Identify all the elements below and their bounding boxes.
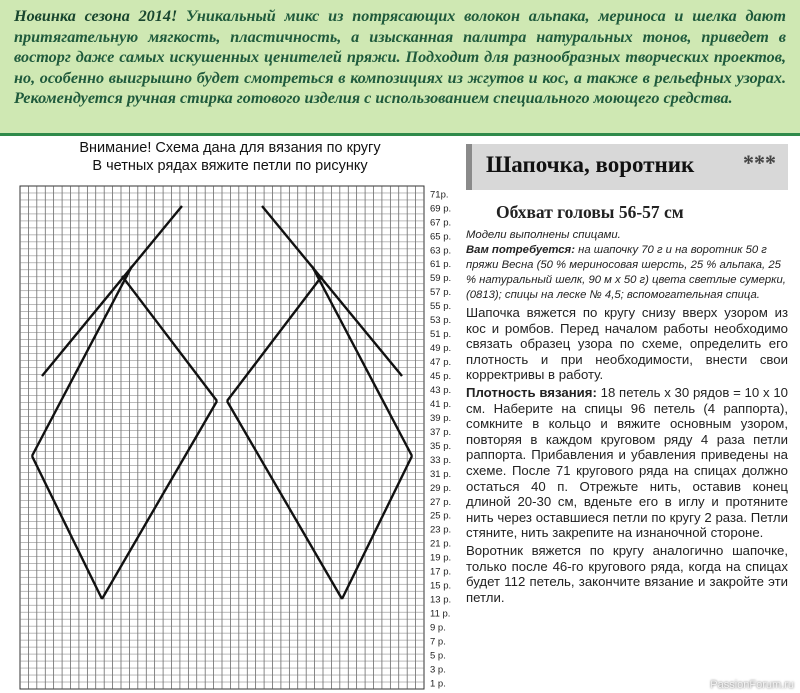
row-label: 53 р. <box>430 315 452 327</box>
paragraph-density <box>466 385 788 541</box>
row-label: 19 р. <box>430 552 452 564</box>
models-note: Модели выполнены спицами. <box>466 229 621 241</box>
row-label: 63 р. <box>430 245 452 257</box>
row-label: 13 р. <box>430 594 452 606</box>
row-label: 5 р. <box>430 650 446 662</box>
materials-text: на шапочку 70 г и на воротник 50 г пряжи Весна (50 % мериносовая шерсть, 25 % альпака, 25 % натуральный шелк, 90 м х 50 г) цвета светлые сумерки, (0813); спицы на леске № 4,5; вспомогательная спица. <box>466 244 786 301</box>
row-label: 67 р. <box>430 217 452 229</box>
density-label: Плотность вязания: <box>466 384 597 400</box>
row-label: 37 р. <box>430 426 452 438</box>
row-label: 55 р. <box>430 301 452 313</box>
row-label: 47 р. <box>430 357 452 369</box>
promo-body: Уникальный микс из потрясающих волокон альпака, мериноса и шелка дают притягательную мягкость, пластичность, а изысканная палитра натуральных тонов, приведет в восторг даже самых искушенных ценителей пряжи. Подходит для разнообразных творческих проектов, но, особенно выигрышно будет смотреться в композициях из жгутов и кос, а также в рельефных узорах. Рекомендуется ручная стирка готового изделия с использованием специального моющего средства. <box>14 7 786 108</box>
row-label: 23 р. <box>430 524 452 536</box>
row-label: 59 р. <box>430 273 452 285</box>
row-label: 11 р. <box>430 608 451 620</box>
row-label: 15 р. <box>430 580 452 592</box>
head-size: Обхват головы 56-57 см <box>496 202 684 222</box>
row-label: 71р. <box>430 189 449 201</box>
promo-lead: Новинка сезона 2014! <box>14 7 178 25</box>
row-label: 7 р. <box>430 636 446 648</box>
promo-banner <box>0 0 800 136</box>
row-label: 61 р. <box>430 259 452 271</box>
row-label: 25 р. <box>430 510 452 522</box>
row-label: 21 р. <box>430 538 452 550</box>
row-label: 17 р. <box>430 566 452 578</box>
row-label: 43 р. <box>430 384 452 396</box>
row-label: 39 р. <box>430 412 452 424</box>
watermark: PassionForum.ru <box>710 679 794 691</box>
article-title-box <box>466 144 788 190</box>
row-label: 29 р. <box>430 482 452 494</box>
row-label: 35 р. <box>430 440 452 452</box>
article-title: Шапочка, воротник <box>486 152 695 177</box>
chart-notice-round: Внимание! Схема дана для вязания по кругу <box>79 140 381 156</box>
row-label: 27 р. <box>430 496 452 508</box>
difficulty-stars: *** <box>743 150 776 175</box>
row-label: 69 р. <box>430 203 452 215</box>
row-label: 31 р. <box>430 468 452 480</box>
paragraph-intro: Шапочка вяжется по кругу снизу вверх узором из кос и ромбов. Перед началом работы необходимо связать образец узора по схеме, определить его плотность и при необходимости, внести свои корректривы в работу. <box>466 305 788 383</box>
materials-label: Вам потребуется: <box>466 244 575 256</box>
row-label: 1 р. <box>430 678 446 690</box>
row-label: 33 р. <box>430 454 452 466</box>
promo-text <box>14 6 786 109</box>
row-label: 45 р. <box>430 371 452 383</box>
knitting-chart <box>0 140 460 693</box>
row-label: 3 р. <box>430 664 446 676</box>
chart-notice-even-rows: В четных рядах вяжите петли по рисунку <box>92 158 368 174</box>
materials <box>466 243 788 303</box>
article-body <box>466 228 788 605</box>
row-label: 51 р. <box>430 329 452 341</box>
article-column <box>466 140 790 693</box>
row-label: 41 р. <box>430 398 452 410</box>
row-label: 65 р. <box>430 231 452 243</box>
density-text: 18 петель х 30 рядов = 10 х 10 см. Наберите на спицы 96 петель (4 раппорта), сомкните в кольцо и вяжите основным узором, повторяя в каждом круговом ряду 4 раза петли раппорта. Прибавления и убавления приведены на схеме. После 71 кругового ряда на спицах должно остаться 40 п. Отрежьте нить, оставив конец длиной 20-30 см, вденьте его в иглу и протяните нить через оставшиеся петли по кругу 2 раза. Петли стяните, нить закрепите на изнаночной стороне. <box>466 384 788 541</box>
row-label: 9 р. <box>430 622 446 634</box>
knitting-chart-section <box>0 140 460 693</box>
row-label: 57 р. <box>430 287 452 299</box>
paragraph-collar: Воротник вяжется по кругу аналогично шапочке, только после 46-го кругового ряда, когда на спицах будет 112 петель, закончите вязание и закройте эти петли. <box>466 542 788 605</box>
row-label: 49 р. <box>430 343 452 355</box>
